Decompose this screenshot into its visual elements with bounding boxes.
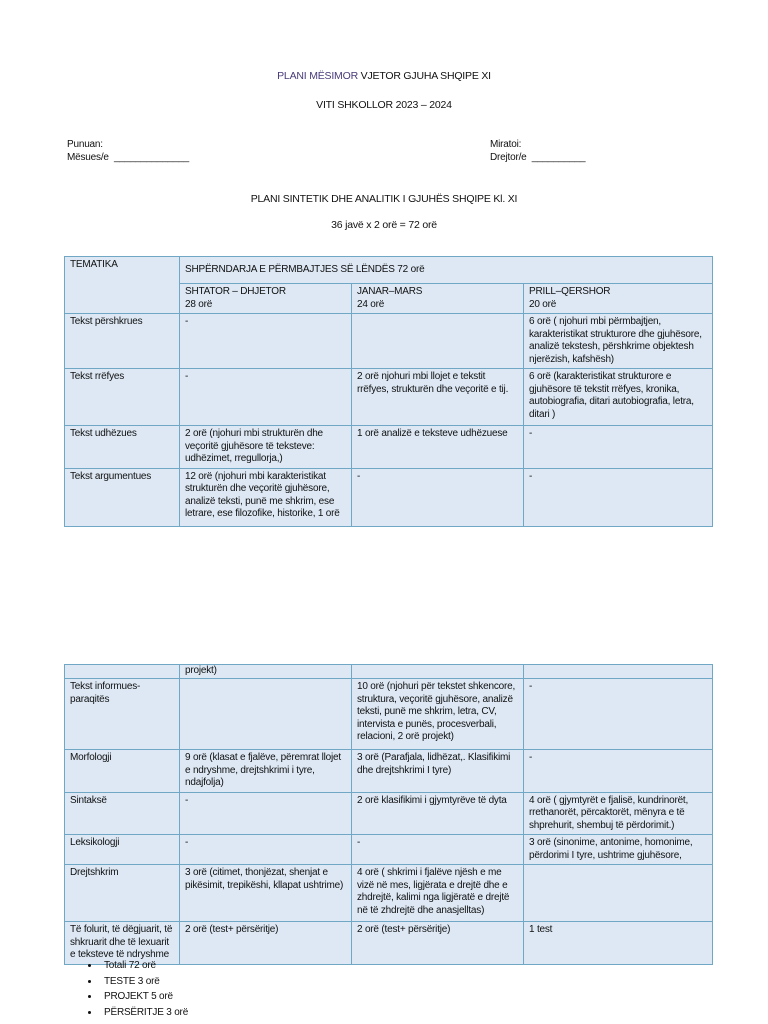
signature-left-line: ______________ <box>113 152 189 163</box>
signature-left <box>67 138 189 164</box>
row-cell-period1: - <box>180 792 352 835</box>
row-cell-period3 <box>524 865 713 922</box>
row-cell-period1: 2 orë (test+ përsëritje) <box>180 922 352 965</box>
row-cell-period3: 4 orë ( gjymtyrët e fjalisë, kundrinorët, rrethanorët, përcaktorët, mënyra e të shprehurit, shembuj të përdorimit.) <box>524 792 713 835</box>
table-row <box>65 369 713 426</box>
row-topic: Tekst informues-paraqitës <box>65 679 180 750</box>
row-topic <box>65 665 180 679</box>
period-1-name: SHTATOR – DHJETOR <box>185 286 286 297</box>
table-row <box>65 468 713 526</box>
row-cell-period2: 2 orë (test+ përsëritje) <box>352 922 524 965</box>
school-year: VITI SHKOLLOR 2023 – 2024 <box>316 99 452 111</box>
signature-right-label2: Drejtor/e <box>490 152 527 163</box>
row-cell-period2: 4 orë ( shkrimi i fjalëve njësh e me vizë në mes, ligjërata e drejtë dhe e zhdrejtë, kalimi nga ligjëratë e drejtë në të zhdrejtë dhe anasjelltas) <box>352 865 524 922</box>
row-topic: Të folurit, të dëgjuarit, të shkruarit dhe të lexuarit e teksteve të ndryshme <box>65 922 180 965</box>
row-cell-period1: - <box>180 314 352 369</box>
period-3-name: PRILL–QERSHOR <box>529 286 611 297</box>
row-cell-period1: 12 orë (njohuri mbi karakteristikat strukturën dhe veçoritë gjuhësore, analizë teksti, punë me shkrim, ese letrare, ese filozofike, historike, 1 orë <box>180 468 352 526</box>
signature-right-line: __________ <box>531 152 586 163</box>
document-title <box>0 70 768 82</box>
row-cell-period3: 6 orë (karakteristikat strukturore e gjuhësore të tekstit rrëfyes, kronika, autobiografia, ditari autobiografia, letra, ditari ) <box>524 369 713 426</box>
plan-subtitle: PLANI SINTETIK DHE ANALITIK I GJUHËS SHQIPE Kl. XI <box>250 193 518 205</box>
row-cell-period2: - <box>352 835 524 865</box>
row-topic: Tekst udhëzues <box>65 426 180 469</box>
period-3-hours: 20 orë <box>529 298 557 310</box>
row-cell-period2 <box>352 665 524 679</box>
row-cell-period2: - <box>352 468 524 526</box>
signature-left-label1: Punuan: <box>67 139 103 150</box>
table-row <box>65 865 713 922</box>
row-cell-period3 <box>524 665 713 679</box>
row-cell-period1: - <box>180 369 352 426</box>
title-part2: VJETOR GJUHA SHQIPE XI <box>357 70 491 82</box>
table-row <box>65 314 713 369</box>
header-tematika: TEMATIKA <box>65 257 180 314</box>
row-topic: Morfologji <box>65 750 180 793</box>
signature-right <box>490 138 585 164</box>
row-topic: Tekst argumentues <box>65 468 180 526</box>
period-2-name: JANAR–MARS <box>357 286 423 297</box>
row-cell-period3: - <box>524 679 713 750</box>
hours-summary: 36 javë x 2 orë = 72 orë <box>331 219 437 231</box>
row-cell-period3: - <box>524 468 713 526</box>
row-cell-period2: 2 orë klasifikimi i gjymtyrëve të dyta <box>352 792 524 835</box>
curriculum-table-part1 <box>64 256 713 527</box>
row-topic: Leksikologji <box>65 835 180 865</box>
row-cell-period1: - <box>180 835 352 865</box>
table-row <box>65 665 713 679</box>
list-item: • PROJEKT 5 orë <box>100 989 188 1005</box>
row-cell-period1: 3 orë (citimet, thonjëzat, shenjat e pikësimit, trepikëshi, kllapat ushtrime) <box>180 865 352 922</box>
row-cell-period2: 2 orë njohuri mbi llojet e tekstit rrëfyes, strukturën dhe veçoritë e tij. <box>352 369 524 426</box>
row-cell-period1 <box>180 679 352 750</box>
row-cell-period3: - <box>524 426 713 469</box>
list-item: • Totali 72 orë <box>100 958 188 974</box>
row-cell-period3: 3 orë (sinonime, antonime, homonime, përdorimi I tyre, ushtrime gjuhësore, <box>524 835 713 865</box>
header-distribution: SHPËRNDARJA E PËRMBAJTJES SË LËNDËS 72 orë <box>180 257 713 284</box>
period-header-2 <box>352 284 524 314</box>
period-2-hours: 24 orë <box>357 298 385 310</box>
list-item: • PËRSËRITJE 3 orë <box>100 1005 188 1021</box>
row-cell-period2: 1 orë analizë e teksteve udhëzuese <box>352 426 524 469</box>
list-item: • TESTE 3 orë <box>100 974 188 990</box>
row-cell-period1: 2 orë (njohuri mbi strukturën dhe veçoritë gjuhësore të teksteve: udhëzimet, rregullorja,) <box>180 426 352 469</box>
table-row <box>65 835 713 865</box>
row-cell-period3: 1 test <box>524 922 713 965</box>
period-1-hours: 28 orë <box>185 298 213 310</box>
row-topic: Tekst përshkrues <box>65 314 180 369</box>
title-part1: PLANI MËSIMOR <box>277 70 358 82</box>
totals-list <box>86 958 188 1020</box>
row-cell-period2 <box>352 314 524 369</box>
period-header-3 <box>524 284 713 314</box>
signature-right-label1: Miratoi: <box>490 139 522 150</box>
table-row <box>65 679 713 750</box>
row-topic: Tekst rrëfyes <box>65 369 180 426</box>
table-row <box>65 426 713 469</box>
period-header-1 <box>180 284 352 314</box>
row-cell-period2: 10 orë (njohuri për tekstet shkencore, struktura, veçoritë gjuhësore, analizë teksti, punë me shkrim, letra, CV, intervista e punës, procesverbali, relacioni, 2 orë projekt) <box>352 679 524 750</box>
row-cell-period3: - <box>524 750 713 793</box>
row-topic: Drejtshkrim <box>65 865 180 922</box>
row-cell-period1: 9 orë (klasat e fjalëve, përemrat llojet e ndryshme, drejtshkrimi i tyre, ndajfolja) <box>180 750 352 793</box>
curriculum-table-part2 <box>64 664 713 965</box>
row-cell-period1: projekt) <box>180 665 352 679</box>
row-cell-period3: 6 orë ( njohuri mbi përmbajtjen, karakteristikat strukturore dhe gjuhësore, analizë tekstesh, përshkrime objektesh njerëzish, kafshësh) <box>524 314 713 369</box>
table-row <box>65 750 713 793</box>
row-cell-period2: 3 orë (Parafjala, lidhëzat,. Klasifikimi dhe drejtshkrimi I tyre) <box>352 750 524 793</box>
table-row <box>65 792 713 835</box>
row-topic: Sintaksë <box>65 792 180 835</box>
signature-left-label2: Mësues/e <box>67 152 109 163</box>
